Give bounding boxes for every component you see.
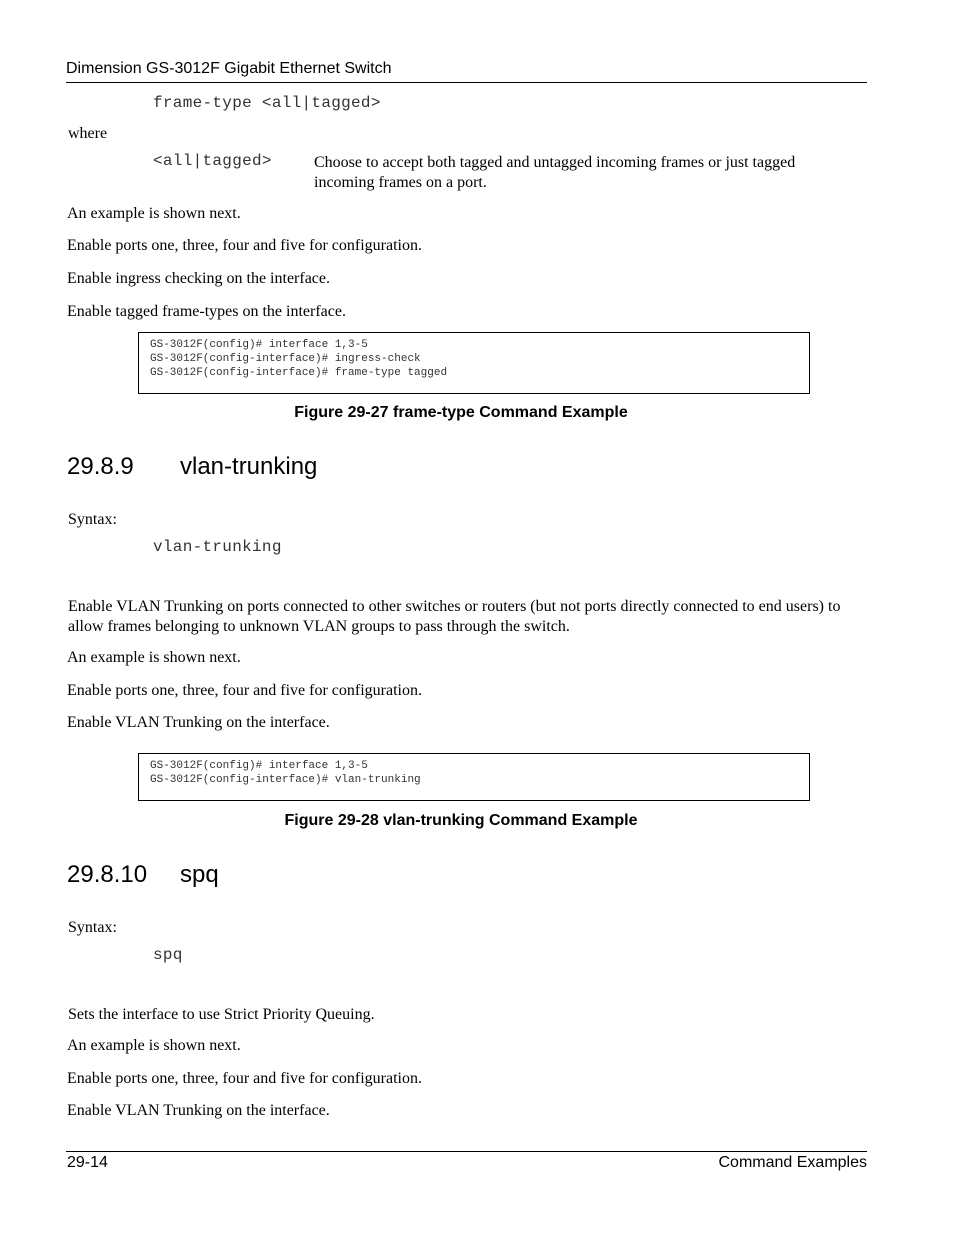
syntax-line: frame-type <all|tagged> bbox=[153, 94, 381, 112]
figure-caption: Figure 29-28 vlan-trunking Command Example bbox=[284, 812, 638, 829]
paragraph: Enable ports one, three, four and five for configuration. bbox=[67, 682, 422, 699]
section-title: spq bbox=[180, 861, 219, 888]
paragraph: Enable ingress checking on the interface. bbox=[67, 270, 330, 287]
parameter-name: <all|tagged> bbox=[153, 152, 272, 170]
paragraph: An example is shown next. bbox=[67, 649, 241, 666]
where-label: where bbox=[68, 125, 108, 142]
running-header: Dimension GS-3012F Gigabit Ethernet Switch bbox=[66, 60, 392, 77]
syntax-label: Syntax: bbox=[68, 919, 117, 936]
code-example-box bbox=[138, 332, 810, 394]
syntax-line: vlan-trunking bbox=[153, 538, 282, 556]
footer-section-name: Command Examples bbox=[718, 1154, 867, 1171]
figure-caption: Figure 29-27 frame-type Command Example bbox=[294, 404, 628, 421]
parameter-description: Choose to accept both tagged and untagged incoming frames or just tagged incoming frames on a port. bbox=[314, 154, 796, 191]
paragraph: An example is shown next. bbox=[67, 1037, 241, 1054]
code-line: GS-3012F(config-interface)# vlan-trunking bbox=[150, 774, 421, 786]
paragraph: Enable VLAN Trunking on the interface. bbox=[67, 1102, 330, 1119]
paragraph: Enable VLAN Trunking on the interface. bbox=[67, 714, 330, 731]
syntax-label: Syntax: bbox=[68, 511, 117, 528]
paragraph: An example is shown next. bbox=[67, 205, 241, 222]
page-number: 29-14 bbox=[67, 1154, 108, 1171]
paragraph: Enable tagged frame-types on the interface. bbox=[67, 303, 346, 320]
code-line: GS-3012F(config)# interface 1,3-5 bbox=[150, 339, 368, 351]
code-line: GS-3012F(config)# interface 1,3-5 bbox=[150, 760, 368, 772]
footer-rule bbox=[66, 1151, 867, 1152]
syntax-line: spq bbox=[153, 946, 183, 964]
section-number: 29.8.10 bbox=[67, 861, 148, 888]
paragraph: Sets the interface to use Strict Priority Queuing. bbox=[68, 1006, 375, 1023]
code-line: GS-3012F(config-interface)# ingress-check bbox=[150, 353, 421, 365]
header-rule bbox=[66, 82, 867, 83]
code-line: GS-3012F(config-interface)# frame-type tagged bbox=[150, 367, 448, 379]
paragraph: Enable VLAN Trunking on ports connected to other switches or routers (but not ports directly connected to end users) to allow frames belonging to unknown VLAN groups to pass through the switch. bbox=[68, 598, 841, 635]
paragraph: Enable ports one, three, four and five for configuration. bbox=[67, 237, 422, 254]
section-title: vlan-trunking bbox=[180, 453, 318, 480]
code-example-box bbox=[138, 753, 810, 801]
section-number: 29.8.9 bbox=[67, 453, 134, 480]
paragraph: Enable ports one, three, four and five for configuration. bbox=[67, 1070, 422, 1087]
